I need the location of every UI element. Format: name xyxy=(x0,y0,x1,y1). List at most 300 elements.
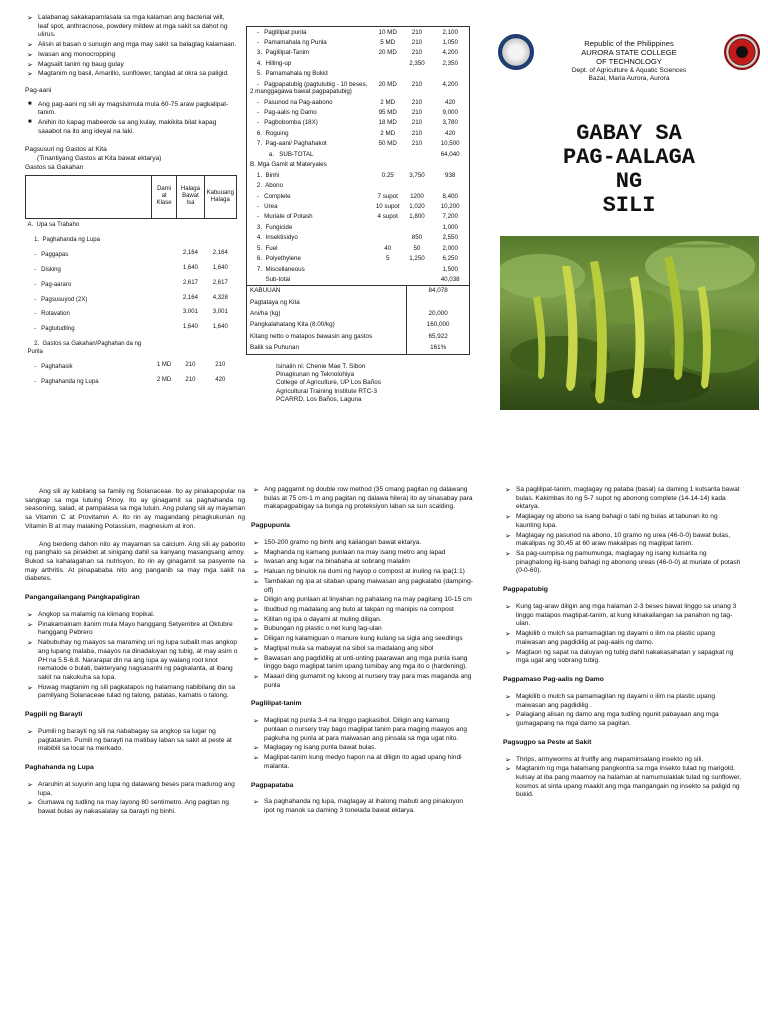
table-row xyxy=(247,37,469,47)
row-value: 18 MD xyxy=(378,119,397,127)
summary-value: 160,000 xyxy=(407,320,469,331)
row-value xyxy=(431,181,469,191)
list-item: ➢ Araruhin at suyurin ang lupa ng dalawang beses para madurog ang lupa. xyxy=(25,781,245,798)
row-value xyxy=(431,69,469,79)
row-value: 2,164 xyxy=(182,294,198,301)
table-row xyxy=(247,275,469,285)
row-label: - Pagtutudling xyxy=(27,326,75,333)
list-item: ➢ Iwasan ang lugar na binabaha at sobrang malalim xyxy=(251,558,473,567)
row-value: 2 MD xyxy=(156,377,172,384)
list-item: ➢ Magtanim ng basil, Amarillo, sunflower, tanglad at okra sa paligid. xyxy=(25,70,237,79)
row-value xyxy=(151,278,176,293)
aurora-college-seal-icon xyxy=(498,34,534,70)
list-item: ➢ Iwasan ang monocropping xyxy=(25,51,237,60)
row-value: 1,020 xyxy=(409,202,425,210)
row-label: - Paghahasik xyxy=(27,364,73,371)
row-label: - Disking xyxy=(27,266,61,273)
row-value xyxy=(403,181,432,191)
panel-nursery xyxy=(251,486,473,1016)
row-value: 1,500 xyxy=(442,265,458,273)
row-value: 1,640 xyxy=(212,324,228,331)
summary-value: 84,078 xyxy=(407,286,469,297)
table-row xyxy=(247,222,469,232)
row-value: 420 xyxy=(445,129,456,137)
summary-label: Pagtataya ng Kita xyxy=(250,298,300,306)
cost-table-body xyxy=(247,27,469,285)
row-value xyxy=(373,264,403,274)
irrigation-list xyxy=(503,603,743,666)
row-value: 210 xyxy=(411,49,423,57)
row-value: 40,038 xyxy=(440,276,460,283)
soil-prep-heading: Paghahanda ng Lupa xyxy=(25,764,94,772)
list-item: ➢ Pinakamainam itanim mula Mayo hanggang Setyembre at Oktubre hanggang Pebrero xyxy=(25,621,245,638)
row-value: 210 xyxy=(411,140,423,148)
row-value: 938 xyxy=(445,171,456,179)
row-value: 210 xyxy=(185,362,196,369)
row-label: - Muriate of Potash xyxy=(250,213,313,221)
table-row xyxy=(247,181,469,191)
list-item: ➢ Ang paggamit ng double row method (35 cmang pagitan ng dalawang bulas at 75 cm-1 m ang pagitan ng dalawa hilera) ito ay sinasabay para makapagpabigay sa bunga ng proteksiyon laban sa sun scalding. xyxy=(251,486,473,512)
fertilizer-application-list xyxy=(503,486,743,576)
variety-heading: Pagpili ng Barayti xyxy=(25,711,83,719)
requirements-list xyxy=(25,611,245,701)
row-label: - Rotavation xyxy=(27,311,70,318)
row-value: 5 xyxy=(385,255,390,263)
summary-row xyxy=(247,320,469,331)
list-item: ➢ Maglipat-tanim kung medyo hapon na at diligin ito agad upang hindi malanta. xyxy=(251,754,473,771)
credit-line: PCARRD, Los Baños, Laguna xyxy=(276,396,362,404)
row-value: 9,000 xyxy=(442,109,458,116)
list-item: ➢ Gumawa ng tudling na may layong 80 sentimetro. Ang pagitan ng bawat bulas ay nakasalalay sa barayti ng binhi. xyxy=(25,799,245,816)
row-value xyxy=(373,160,403,170)
credits-block xyxy=(246,363,470,405)
row-value: 1 MD xyxy=(156,362,172,369)
table-row xyxy=(247,233,469,243)
summary-value: 20,000 xyxy=(407,309,469,320)
row-value: 3,780 xyxy=(442,119,458,127)
table-row xyxy=(247,170,469,180)
list-item: ➢ Bubungan ng plastic o net kung lag-ulan xyxy=(251,625,473,634)
summary-label: Kitang netto o matapos bawasin ang gastos xyxy=(250,332,373,340)
row-label: 2. Abono xyxy=(250,182,284,190)
table-row xyxy=(247,139,469,149)
row-value: 420 xyxy=(445,98,456,106)
row-value xyxy=(373,149,403,159)
row-value xyxy=(151,323,176,338)
table-row xyxy=(247,48,469,58)
list-item: ➢ Palagiang alisan ng damo ang mga tudling ngunit pabayaan ang mga gumagapang na mga damo sa pagitan. xyxy=(503,711,743,728)
row-label: - Pag-aalis ng Damo xyxy=(250,109,317,116)
row-value xyxy=(151,218,176,233)
list-item: ➢ 150-200 gramo ng binhi ang kailangan bawat ektarya. xyxy=(251,539,473,548)
row-value: 2,350 xyxy=(409,59,425,67)
row-value: 20 MD xyxy=(378,49,397,57)
row-value: 8,400 xyxy=(442,192,458,200)
table-row xyxy=(247,243,469,253)
credit-line: College of Agriculture, UP Los Baños xyxy=(276,379,382,387)
list-item: ■ Ang pag-aani ng sili ay magsisimula mula 60-75 araw pagkalipat-tanim. xyxy=(25,101,237,118)
table-header: Dami at Klase xyxy=(151,175,176,218)
list-item: ➢ Magtipal mula sa mabayat na sibol sa madalang ang sibol xyxy=(251,645,473,654)
row-value: 210 xyxy=(411,119,423,127)
row-value xyxy=(151,293,176,308)
header-line: Republic of the Philippines xyxy=(584,39,674,48)
row-value xyxy=(373,233,403,243)
row-value xyxy=(177,338,204,361)
table-row xyxy=(247,254,469,264)
table-row xyxy=(247,191,469,201)
table-row xyxy=(26,323,237,338)
row-label: 1. Paghahanda ng Lupa xyxy=(27,236,100,243)
table-row xyxy=(26,233,237,248)
row-value: 210 xyxy=(411,28,423,36)
header-line: AURORA STATE COLLEGE xyxy=(581,47,677,57)
table-row xyxy=(26,293,237,308)
list-item: ➢ Nabubuhay ng maayos sa maraming uri ng lupa subalit mas angkop ang lupang malaba, maayos na dinadaluyan ng tubig, at may asim o PH na 5.5-6.8. Nararapat din na ang lupa ay walang root knot nematode o bulati, bakteryang nagsasanhi ng pagkalanta, at ibang sakit na nakukuha sa lupa. xyxy=(25,639,245,683)
panel-introduction xyxy=(25,488,245,1018)
intro-paragraph: Ang berdeng dahon nito ay mayaman sa calcium. Ang sili ay paborito ng panghalo sa pinakbet at sinigang dahil sa kanyang masangsang amoy. Bukod sa kahalagahan sa nutrisyon, ito rin ay ginagamit sa pasyente na may arthritis. At pinapababa nito ang panganib sa may mga sakit na diabetes. xyxy=(25,540,245,583)
header-line: OF TECHNOLOGY xyxy=(596,56,662,66)
row-label: 7. Pag-aani/ Paghahakot xyxy=(250,140,327,148)
row-value xyxy=(403,160,432,170)
title-line: GABAY SA xyxy=(576,121,682,146)
row-value: 3,001 xyxy=(182,309,198,316)
row-label: - Pasunod na Pag-aabono xyxy=(250,98,333,106)
row-value: 50 MD xyxy=(378,140,397,148)
row-value: 1200 xyxy=(410,192,424,200)
row-label: 3. Paglilipat-Tanim xyxy=(250,49,310,57)
row-value: 1,640 xyxy=(212,264,228,271)
list-item: ➢ Magtanim ng mga halamang pangkontra sa mga insekto tulad ng marigold, kulsay at iba pang maamoy na halaman at namumulaklak tulad ng sunflower, kosmos at sinta upang maakit ang mga mangangain ng insekto sa paligid ng bukid. xyxy=(503,765,743,800)
row-value: 50 xyxy=(413,244,421,252)
nursery-list xyxy=(251,539,473,690)
title-line: PAG-AALAGA xyxy=(562,144,696,170)
row-value xyxy=(151,233,176,248)
table-row xyxy=(26,218,237,233)
title-line: SILI xyxy=(602,192,656,218)
row-value xyxy=(403,275,432,285)
row-value xyxy=(204,233,236,248)
table-header: Kabuuang Halaga xyxy=(204,175,236,218)
row-value: 40 xyxy=(384,244,392,252)
row-value xyxy=(373,275,403,285)
variety-list xyxy=(25,728,245,754)
analysis-subtitle: (Tinantiyang Gastos at Kita bawat ektarya) xyxy=(37,155,162,163)
row-value: 20 MD xyxy=(378,80,397,88)
list-item: ➢ Maglagay ng pasunod na abono, 10 gramo ng urea (46-0-0) bawat bulas, makalipas ng 30,45 at 60 araw makalipas ng maglipat tanim. xyxy=(503,532,743,549)
table-row xyxy=(247,118,469,128)
weeding-list xyxy=(503,693,743,729)
credit-line: Pinagkunan ng Teknolohiya xyxy=(276,371,355,379)
cost-table-part2 xyxy=(246,26,470,286)
table-header-row xyxy=(26,175,237,218)
list-item: ➢ Magkilib o mulch sa pamamagitan ng dayami o ilim na plastic upang maiwasan ang pagdidilig at pag-aalis ng damo. xyxy=(503,630,743,647)
table-row xyxy=(26,248,237,263)
row-label: - Pag-aararo xyxy=(27,281,72,288)
harvest-heading: Pag-aani xyxy=(25,86,52,94)
table-row xyxy=(26,278,237,293)
transplant-heading: Paglilipat-tanim xyxy=(251,700,302,708)
summary-label: Ani/ha (kg) xyxy=(250,310,281,318)
row-value: 1,000 xyxy=(442,223,458,231)
row-label: - Pamamahala ng Punla xyxy=(250,38,327,46)
row-value: 2,164 xyxy=(212,249,228,256)
harvest-list xyxy=(25,101,237,137)
table-header: Halaga Bawat Isa xyxy=(177,175,204,218)
row-value xyxy=(177,233,204,248)
table-row xyxy=(247,160,469,170)
row-value xyxy=(177,218,204,233)
summary-label: Pangkalahatang Kita (8.00/kg) xyxy=(250,321,335,329)
list-item: ➢ Kilitan ng ipa o dayami at muling diligan. xyxy=(251,616,473,625)
list-item: ➢ Sa paghahanda ng lupa, maglagay at ihalong mabuti ang pinakuyon ipot ng manok sa daming 3 tonelada bawat ektarya. xyxy=(251,798,473,815)
nursery-heading: Pagpupunla xyxy=(251,522,290,530)
row-value: 2,617 xyxy=(182,279,198,286)
row-value: 5 MD xyxy=(380,38,396,46)
row-label: - Pagpapatubig (pagtutubig - 10 beses, 2 manggagawa bawat pagpapatubig) xyxy=(250,80,370,96)
row-value xyxy=(151,263,176,278)
list-item: ➢ Alisin at basan o sunugin ang mga may sakit sa balaglag kalamaan. xyxy=(25,41,237,50)
row-value: 10 supot xyxy=(375,202,400,210)
row-value: 7,200 xyxy=(442,213,458,221)
table-row xyxy=(247,97,469,107)
table-row xyxy=(26,263,237,278)
row-value: 4,328 xyxy=(212,294,228,301)
summary-row xyxy=(247,331,469,342)
row-label: 4. Hilling-up xyxy=(250,59,292,67)
table-row xyxy=(247,264,469,274)
row-value xyxy=(431,160,469,170)
row-value xyxy=(403,149,432,159)
row-value: 1,640 xyxy=(182,324,198,331)
list-item: ➢ Lalabanag sakakapamlasala sa mga kalaman ang bacterial wilt, leaf spot, anthracnose, powdery mildew at mga sakit sa dahot ng ulirus. xyxy=(25,14,237,40)
brochure-title xyxy=(498,122,760,218)
credit-line: Isinalin ni: Chenie Mae T. Sibon xyxy=(276,362,366,370)
row-label: 4. Insektisidyo xyxy=(250,234,298,242)
row-value: 64,040 xyxy=(440,150,460,158)
row-value: 210 xyxy=(411,80,423,88)
summary-box xyxy=(246,285,470,355)
header-line: Dept. of Agriculture & Aquatic Sciences xyxy=(571,66,687,74)
planting-method-list xyxy=(251,486,473,512)
table-row xyxy=(247,69,469,79)
list-item: ➢ Bawasan ang pagdidilig at unti-unting paarawan ang mga punla isang linggo bago maglipat tanim upang tumibay ang mga ito o (hardening). xyxy=(251,655,473,672)
row-label: 5. Pamamahala ng Bukid xyxy=(250,70,328,78)
list-item: ➢ Maglagay ng abono sa isang bahagi o tabi ng bulas at tabunan ito ng kaunting lupa. xyxy=(503,513,743,530)
table-row xyxy=(26,361,237,376)
summary-value: 161% xyxy=(407,342,469,353)
row-value: 1,800 xyxy=(409,213,425,221)
row-value: 10 MD xyxy=(378,28,397,36)
row-value: 4,200 xyxy=(442,80,458,88)
list-item: ➢ Magkilib o mulch sa pamamagitan ng dayami o ilim na plastic upang maiwasan ang pagdidilig . xyxy=(503,693,743,710)
summary-row xyxy=(247,342,469,353)
row-value xyxy=(403,264,432,274)
fertilizer-list xyxy=(251,798,473,815)
row-value: 850 xyxy=(411,234,423,242)
list-item: ➢ Maghanda ng kamang punlaan na may isang metro ang lapad xyxy=(251,549,473,558)
expenses-label: Gastos sa Gakahan xyxy=(25,163,84,171)
chili-plant-illustration xyxy=(500,236,759,410)
row-label: B. Mga Gamit at Materyales xyxy=(250,161,327,169)
row-value xyxy=(373,222,403,232)
college-header xyxy=(498,30,760,98)
table-row xyxy=(26,308,237,323)
list-item: ■ Anihin ito kapag mabeerde sa ang kulay, makikita bilat kapag saaabot na ito ang ideyal na laki. xyxy=(25,119,237,136)
row-value xyxy=(204,338,236,361)
row-value: 3,750 xyxy=(409,171,425,179)
table-header xyxy=(26,175,152,218)
table-row xyxy=(247,27,469,37)
summary-value xyxy=(407,297,469,308)
row-value: 6,250 xyxy=(442,255,458,263)
summary-value: 65,922 xyxy=(407,331,469,342)
list-item: ➢ Thrips, armyworms at fruitfly ang mapaminsalang insekto ng sili. xyxy=(503,756,743,765)
pest-control-list xyxy=(25,14,237,79)
summary-row xyxy=(247,286,469,297)
department-seal-icon xyxy=(724,34,760,70)
row-value xyxy=(373,58,403,68)
row-label: - Pagbobomba (18X) xyxy=(250,119,318,127)
row-value: 210 xyxy=(411,98,423,106)
list-item: ➢ Sa paglilipat-tanim, maglagay ng pataba (basal) sa daming 1 kutsarita bawat bulas. Kakimbas ito ng 5-7 supot ng abonong complete (14-14-14) kada ektarya. xyxy=(503,486,743,512)
list-item: ➢ Tambakan ng ipa at sitaban upang maiwasan ang pagkalabo (damping-off) xyxy=(251,578,473,595)
table-row xyxy=(247,212,469,222)
row-label: 6. Roguing xyxy=(250,129,289,137)
list-item: ➢ Ibudbud ng madalang ang buto at takpan ng manipis na compost xyxy=(251,606,473,615)
row-value: 210 xyxy=(215,362,226,369)
requirements-heading: Pangangailangang Pangkapaligiran xyxy=(25,594,140,602)
list-item: ➢ Huwag magtanim ng sili pagkatapos ng halamang nabibilang din sa pamilyang Solanaceae tulad ng talong, patatas, kamatis o talong. xyxy=(25,684,245,701)
row-value: 4,200 xyxy=(442,49,458,57)
row-label: - Urea xyxy=(250,202,278,210)
table-row xyxy=(247,149,469,159)
list-item: ➢ Diligin ang punlaan at linyahan ng pahalang na may pagitang 10-15 cm xyxy=(251,596,473,605)
list-item: ➢ Pumili ng barayti ng sili na nababagay sa angkop sa lugar ng pagtatanim. Pumili ng barayti na matibay laban sa sakit at peste at mabibili sa local na merkado. xyxy=(25,728,245,754)
row-label: - Paggapas xyxy=(27,251,69,258)
list-item: ➢ Kung tag-araw diligin ang mga halaman 2-3 beses bawat linggo sa unang 3 linggo matapos magtipat-tanim, at kung kinakailangan sa panahon ng tag-ulan. xyxy=(503,603,743,629)
row-value: 420 xyxy=(215,377,226,384)
list-item: ➢ Diligan ng kalamiguan o manure kung kulang sa sigla ang seedlings xyxy=(251,635,473,644)
list-item: ➢ Angkop sa malamig na klimang tropikal. xyxy=(25,611,245,620)
row-label: 5. Fuel xyxy=(250,244,278,252)
row-value: 3,001 xyxy=(212,309,228,316)
summary-label: KABUUAN xyxy=(250,287,281,295)
list-item: ➢ Maglipat ng punla 3-4 na linggo pagkasibol. Diligin ang kamang punlaan o nursery tray bago maglipat tanim para maging maayos ang pagkuha ng punla at para maiwasan ang pinsala sa mga ugat nito. xyxy=(251,717,473,743)
row-value: 2,100 xyxy=(442,28,458,36)
row-value: 4 supot xyxy=(377,213,398,221)
table-row xyxy=(247,201,469,211)
list-item: ➢ Sa pag-uumpisa ng pamumunga, maglagay ng isang kutsarita ng pinaghalong ilg-isang bahagi ng abonong ureas (46-0-0) at muriate of potash (0-0-60). xyxy=(503,550,743,576)
cost-table-body xyxy=(26,218,237,390)
header-line: Bazal, Maria Aurora, Aurora xyxy=(588,74,670,82)
row-label: - Pagsusuyod (2X) xyxy=(27,296,88,303)
row-label: 2. Gastos sa Gakahan/Paghahan da ng Punla xyxy=(27,341,143,356)
table-row xyxy=(247,58,469,68)
pest-heading: Pagsugpo sa Peste at Sakit xyxy=(503,738,592,746)
intro-paragraph: Ang sili ay kabilang sa family ng Solanaceae. Ito ay pinakapopular na sangkap sa mga lutuing Pinoy. Ito ay ginagamit sa paghahanda ng seasoning, salad, at pampalasa sa mga lutuin. Ang pulang sili ay mayaman sa Vitamin C at Provitamin A. Ito rin ay magandang pinagkukunan ng Vitamin B at may malaking Potassium, magnesium at iron. xyxy=(25,488,245,530)
cost-table-part1 xyxy=(25,175,237,391)
list-item: ➢ Magtaon ng sapat na daluyan ng tubig dahil nakakasahatan y sapagkat ng mga ugat ang sobrang tubig. xyxy=(503,649,743,666)
row-value xyxy=(403,69,432,79)
panel-cost-analysis xyxy=(25,14,237,454)
row-label: - Pagtilipat punla xyxy=(250,28,307,36)
row-value: 10,200 xyxy=(440,202,460,210)
weeding-heading: Pagpamaso Pag-aalis ng Damo xyxy=(503,675,604,683)
row-value: 10,500 xyxy=(440,140,460,148)
chili-plant-photo xyxy=(500,236,759,410)
row-value: 95 MD xyxy=(378,109,397,116)
title-line: NG xyxy=(615,168,643,194)
row-label: A. Upa sa Trabaho xyxy=(27,222,80,229)
row-label: 7. Miscellaneous xyxy=(250,265,305,273)
row-value: 2,164 xyxy=(182,249,198,256)
row-value: 2,000 xyxy=(442,244,458,252)
row-value: 2,617 xyxy=(212,279,228,286)
row-value: 0.25 xyxy=(381,171,394,179)
header-text xyxy=(534,40,724,82)
list-item: ➢ Haluan ng binulok na dumi ng hayop o compost at inuling na ipa(1:1) xyxy=(251,568,473,577)
pest-list xyxy=(503,756,743,801)
row-value: 210 xyxy=(411,109,423,116)
row-value: 210 xyxy=(411,38,423,46)
summary-label: Balik sa Puhunan xyxy=(250,343,300,351)
irrigation-heading: Pagpapatubig xyxy=(503,586,548,594)
row-value xyxy=(204,218,236,233)
fertilizer-heading: Pagpapataba xyxy=(251,781,294,789)
table-row xyxy=(26,376,237,391)
row-label: 3. Fungicide xyxy=(250,223,293,231)
row-value xyxy=(151,248,176,263)
row-value: 210 xyxy=(185,377,196,384)
row-value: 2 MD xyxy=(380,98,396,106)
transplant-list xyxy=(251,717,473,771)
row-label: 1. Binhi xyxy=(250,171,280,179)
list-item: ➢ Maglagay ng isang punla bawat bulas. xyxy=(251,744,473,753)
row-value xyxy=(151,308,176,323)
credit-line: Agricultural Training Institute RTC-3 xyxy=(276,387,378,395)
row-value xyxy=(373,69,403,79)
row-value xyxy=(403,222,432,232)
row-value: 2,550 xyxy=(442,234,458,242)
table-row xyxy=(26,338,237,361)
row-value xyxy=(151,338,176,361)
list-item: ➢ Maaari ding gumamit ng lukong at nursery tray para mas maganda ang punla xyxy=(251,673,473,690)
table-row xyxy=(247,128,469,138)
panel-cost-continued xyxy=(246,26,470,446)
soil-prep-list xyxy=(25,781,245,817)
row-value: 210 xyxy=(411,129,423,137)
row-value: 2 MD xyxy=(380,129,396,137)
panel-care xyxy=(503,486,743,1016)
row-value: 1,050 xyxy=(442,38,458,46)
row-label: - Complete xyxy=(250,192,291,200)
list-item: ➢ Magsailt tanim ng baug gulay xyxy=(25,61,237,70)
row-value: 7 supot xyxy=(377,192,398,200)
row-label: 6. Polyethylene xyxy=(250,255,301,263)
summary-row xyxy=(247,309,469,320)
analysis-title: Pagsusuri ng Gastos at Kita xyxy=(25,146,107,154)
table-row xyxy=(247,79,469,97)
table-row xyxy=(247,108,469,118)
row-label: - Paghahanda ng Lupa xyxy=(27,379,99,386)
row-value: 1,640 xyxy=(182,264,198,271)
row-value xyxy=(373,181,403,191)
summary-row xyxy=(247,297,469,308)
row-label: a. SUB-TOTAL xyxy=(250,150,314,158)
row-label: Sub-total xyxy=(250,276,291,283)
row-value: 1,250 xyxy=(409,255,425,263)
